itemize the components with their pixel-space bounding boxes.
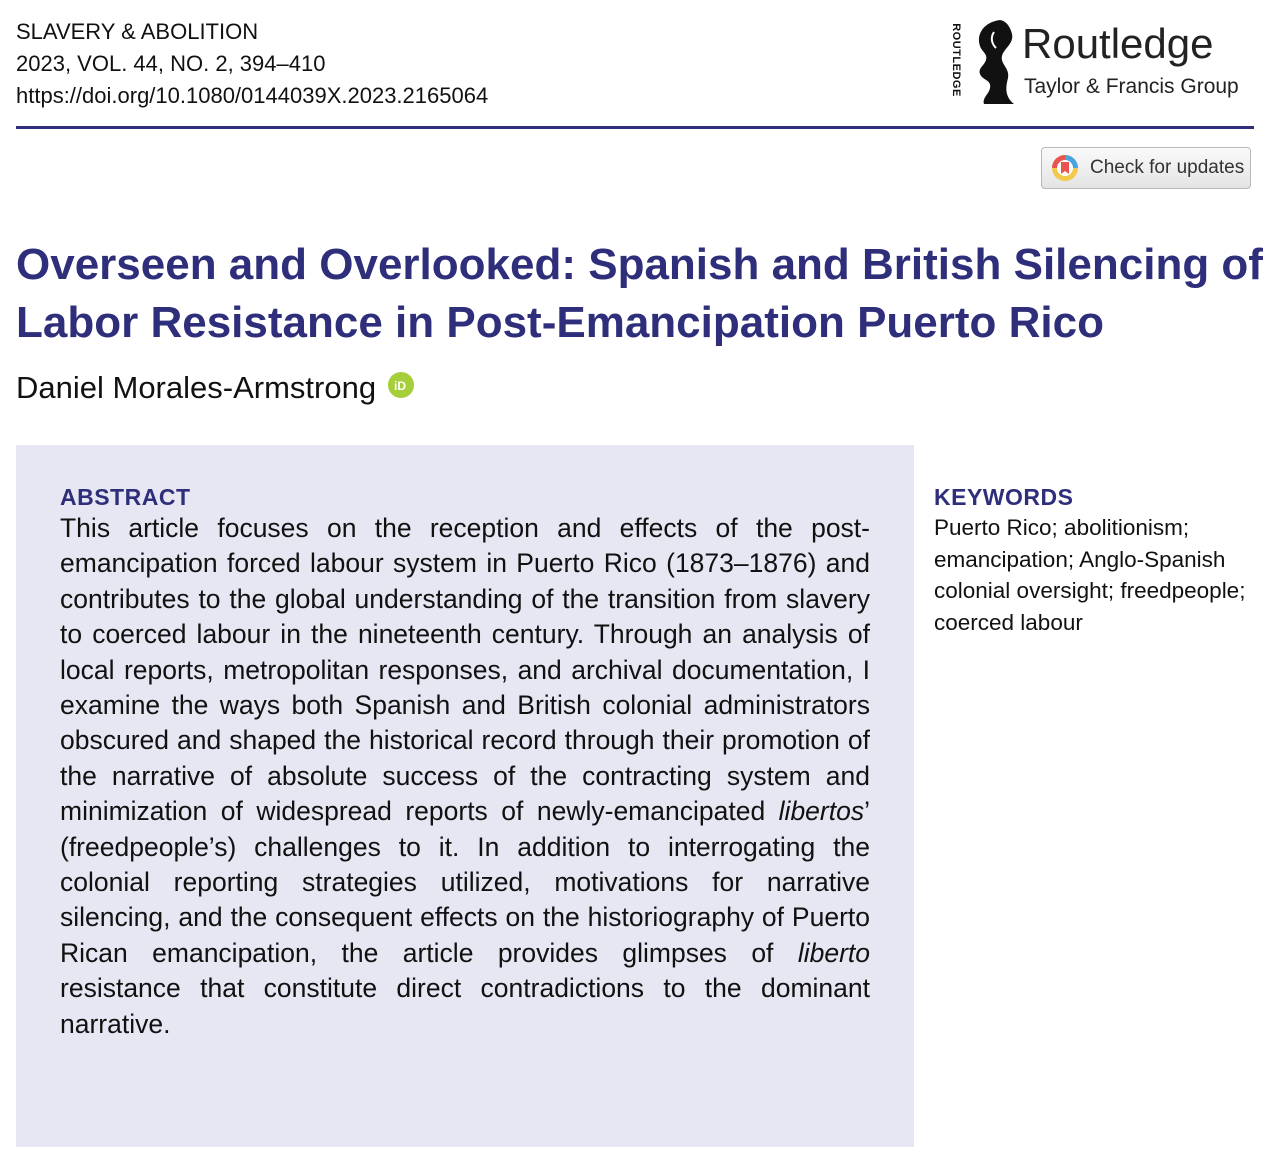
svg-text:iD: iD bbox=[394, 379, 407, 393]
check-for-updates-button[interactable] bbox=[1041, 147, 1251, 189]
publisher-vertical-label: ROUTLEDGE bbox=[950, 23, 962, 97]
publisher-name: Routledge bbox=[1022, 20, 1214, 67]
article-title: Overseen and Overlooked: Spanish and British Silencing of Labor Resistance in Post-Emancipation Puerto Rico bbox=[16, 240, 1263, 347]
abstract-text-part: This article focuses on the reception and effects of the post-emancipation forced labour system in Puerto Rico (1873–1876) and contributes to the global understanding of the transition from slavery to coerced labour in the nineteenth century. Through an analysis of local reports, metropolitan responses, and archival documentation, I examine the ways both Spanish and British colonial administrators obscured and shaped the historical record through their promotion of the narrative of absolute success of the contracting system and minimization of widespread reports of newly-emancipated bbox=[60, 513, 870, 827]
publisher-logo bbox=[948, 18, 1258, 108]
journal-name: SLAVERY & ABOLITION bbox=[16, 19, 259, 44]
author-line bbox=[16, 368, 414, 408]
abstract-italic-term: libertos bbox=[778, 796, 865, 827]
routledge-head-icon bbox=[970, 18, 1016, 106]
abstract-heading: ABSTRACT bbox=[60, 484, 191, 510]
keywords-list: Puerto Rico; abolitionism; emancipation; Anglo-Spanish colonial oversight; freedpeople; coerced labour bbox=[934, 515, 1246, 635]
journal-volume: 2023, VOL. 44, NO. 2, 394–410 bbox=[16, 51, 326, 76]
header-divider bbox=[16, 126, 1254, 129]
check-for-updates-label: Check for updates bbox=[1090, 157, 1245, 178]
journal-info bbox=[16, 16, 488, 112]
abstract-text-part: resistance that constitute direct contradictions to the dominant narrative. bbox=[60, 973, 870, 1039]
keywords-heading: KEYWORDS bbox=[934, 484, 1074, 510]
abstract-body bbox=[60, 511, 870, 1042]
crossmark-icon bbox=[1050, 153, 1080, 183]
orcid-icon[interactable] bbox=[388, 372, 414, 398]
abstract-italic-term: liberto bbox=[797, 937, 870, 968]
doi-link[interactable]: https://doi.org/10.1080/0144039X.2023.2165064 bbox=[16, 83, 489, 108]
author-name[interactable]: Daniel Morales-Armstrong bbox=[16, 370, 377, 405]
publisher-group: Taylor & Francis Group bbox=[1024, 75, 1239, 98]
abstract-text-part: ’ (freedpeople’s) challenges to it. In addition to interrogating the colonial reporting strategies utilized, motivations for narrative silencing, and the consequent effects on the historiography of Puerto Rican emancipation, the article provides glimpses of bbox=[60, 796, 870, 968]
